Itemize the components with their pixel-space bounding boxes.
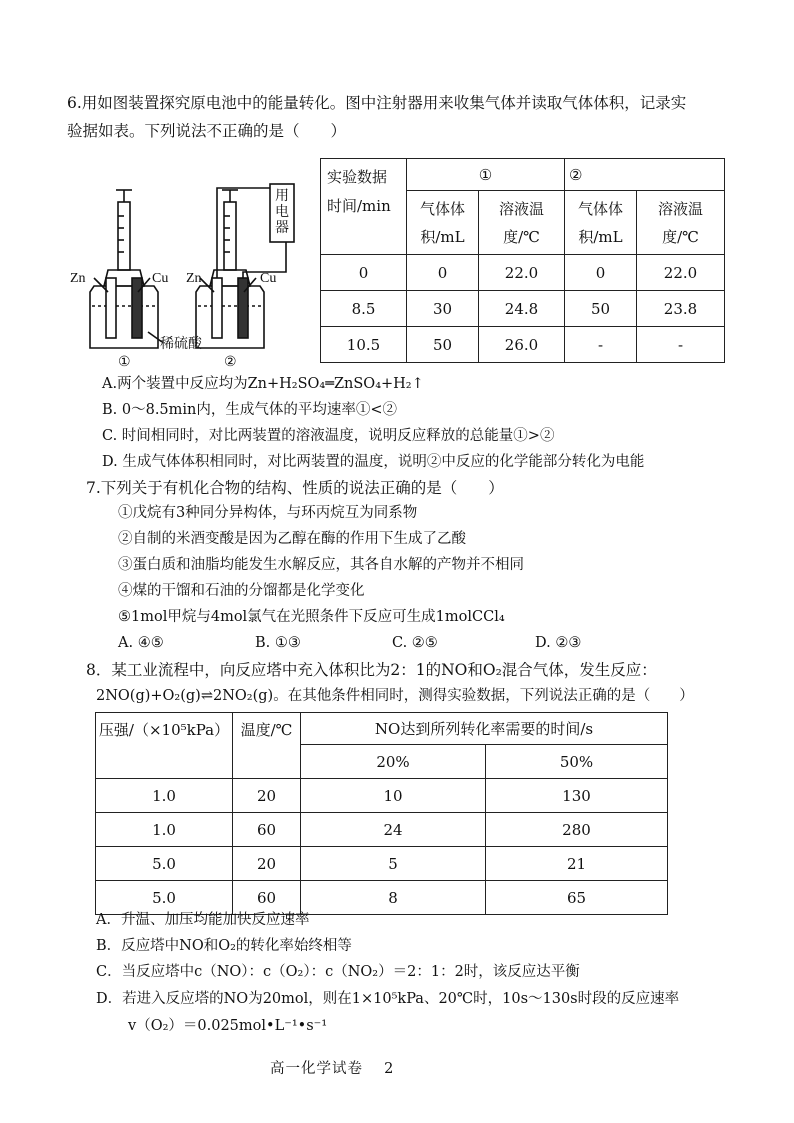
- q8-option-a: A．升温、加压均能加快反应速率: [96, 912, 310, 928]
- zn-electrode-2: [212, 278, 222, 338]
- apparatus-2-label: ②: [224, 355, 237, 370]
- q7-statement-4: ④煤的干馏和石油的分馏都是化学变化: [118, 583, 365, 599]
- q7-choice-d: D. ②③: [535, 635, 582, 651]
- zn-label-1: Zn: [70, 271, 86, 286]
- q8-data-table: [95, 712, 668, 915]
- beaker-2: [196, 286, 264, 348]
- q7-statement-1: ①戊烷有3种同分异构体，与环丙烷互为同系物: [118, 505, 418, 521]
- q7-choice-c: C. ②⑤: [392, 635, 438, 651]
- zn-electrode-1: [106, 278, 116, 338]
- cu-label-2: Cu: [260, 271, 277, 286]
- acid-label: 稀硫酸: [160, 337, 202, 352]
- q6-table-h-temp2: 溶液温 度/℃: [637, 191, 725, 255]
- table-row: 1.0 20 10 130: [96, 779, 668, 813]
- q6-stem-line1: 6.用如图装置探究原电池中的能量转化。图中注射器用来收集气体并读取气体体积，记录实: [67, 94, 687, 112]
- beaker-1: [90, 286, 158, 348]
- q7-statement-3: ③蛋白质和油脂均能发生水解反应，其各自水解的产物并不相同: [118, 557, 524, 573]
- q8-table-h-time: NO达到所列转化率需要的时间/s: [301, 713, 668, 745]
- q7-choice-b: B. ①③: [255, 635, 301, 651]
- cu-electrode-1: [132, 278, 142, 338]
- zn-label-2: Zn: [186, 271, 202, 286]
- apparatus-1-label: ①: [118, 355, 131, 370]
- q7-statement-2: ②自制的米酒变酸是因为乙醇在酶的作用下生成了乙酸: [118, 531, 466, 547]
- q8-stem-line2: 2NO(g)+O₂(g)⇌2NO₂(g)。在其他条件相同时，测得实验数据，下列说法正确的是（ ）: [96, 688, 694, 704]
- q8-option-d: D．若进入反应塔的NO为20mol，则在1×10⁵kPa、20℃时，10s～130s时段的反应速率: [96, 991, 680, 1007]
- syringe-1: [118, 202, 130, 270]
- table-row: 8.5 30 24.8 50 23.8: [321, 291, 725, 327]
- q6-table-corner: 实验数据 时间/min: [321, 159, 407, 255]
- q6-option-b: B. 0～8.5min内，生成气体的平均速率①<②: [102, 402, 398, 418]
- galvanic-cell-apparatus-figure: [64, 182, 304, 372]
- q6-table-h-temp1: 溶液温 度/℃: [479, 191, 565, 255]
- cu-label-1: Cu: [152, 271, 169, 286]
- q6-table-group2: ②: [565, 159, 725, 191]
- q6-table-group1: ①: [407, 159, 565, 191]
- table-row: 10.5 50 26.0 - -: [321, 327, 725, 363]
- q7-stem: 7.下列关于有机化合物的结构、性质的说法正确的是（ ）: [86, 479, 504, 497]
- q6-option-d: D. 生成气体体积相同时，对比两装置的温度，说明②中反应的化学能部分转化为电能: [102, 454, 645, 470]
- q8-table-h-pressure: 压强/（×10⁵kPa）: [96, 713, 233, 779]
- page-footer: 高一化学试卷 2: [270, 1061, 395, 1077]
- cu-electrode-2: [238, 278, 248, 338]
- q7-statement-5: ⑤1mol甲烷与4mol氯气在光照条件下反应可生成1molCCl₄: [118, 609, 505, 625]
- q6-stem-line2: 验据如表。下列说法不正确的是（ ）: [67, 122, 347, 140]
- device-label: 用 电 器: [275, 189, 289, 236]
- q6-option-c: C. 时间相同时，对比两装置的溶液温度，说明反应释放的总能量①>②: [102, 428, 555, 444]
- table-row: 5.0 20 5 21: [96, 847, 668, 881]
- q8-stem-line1: 8．某工业流程中，向反应塔中充入体积比为2：1的NO和O₂混合气体，发生反应：: [86, 661, 657, 679]
- q6-table-h-vol2: 气体体 积/mL: [565, 191, 637, 255]
- q8-option-c: C．当反应塔中c（NO）：c（O₂）：c（NO₂）＝2：1：2时，该反应达平衡: [96, 964, 580, 980]
- q8-table-h-temp: 温度/℃: [233, 713, 301, 779]
- table-row: 5.0 60 8 65: [96, 881, 668, 915]
- table-row: 1.0 60 24 280: [96, 813, 668, 847]
- q7-choice-a: A. ④⑤: [118, 635, 164, 651]
- q8-option-d-formula: v（O₂）＝0.025mol•L⁻¹•s⁻¹: [128, 1018, 328, 1034]
- q6-table-h-vol1: 气体体 积/mL: [407, 191, 479, 255]
- q8-table-h-20: 20%: [301, 745, 486, 779]
- q8-table-h-50: 50%: [486, 745, 668, 779]
- table-row: 0 0 22.0 0 22.0: [321, 255, 725, 291]
- q6-data-table: [320, 158, 725, 363]
- syringe-2: [224, 202, 236, 270]
- q8-option-b: B．反应塔中NO和O₂的转化率始终相等: [96, 938, 352, 954]
- q6-option-a: A.两个装置中反应均为Zn+H₂SO₄═ZnSO₄+H₂↑: [102, 376, 424, 392]
